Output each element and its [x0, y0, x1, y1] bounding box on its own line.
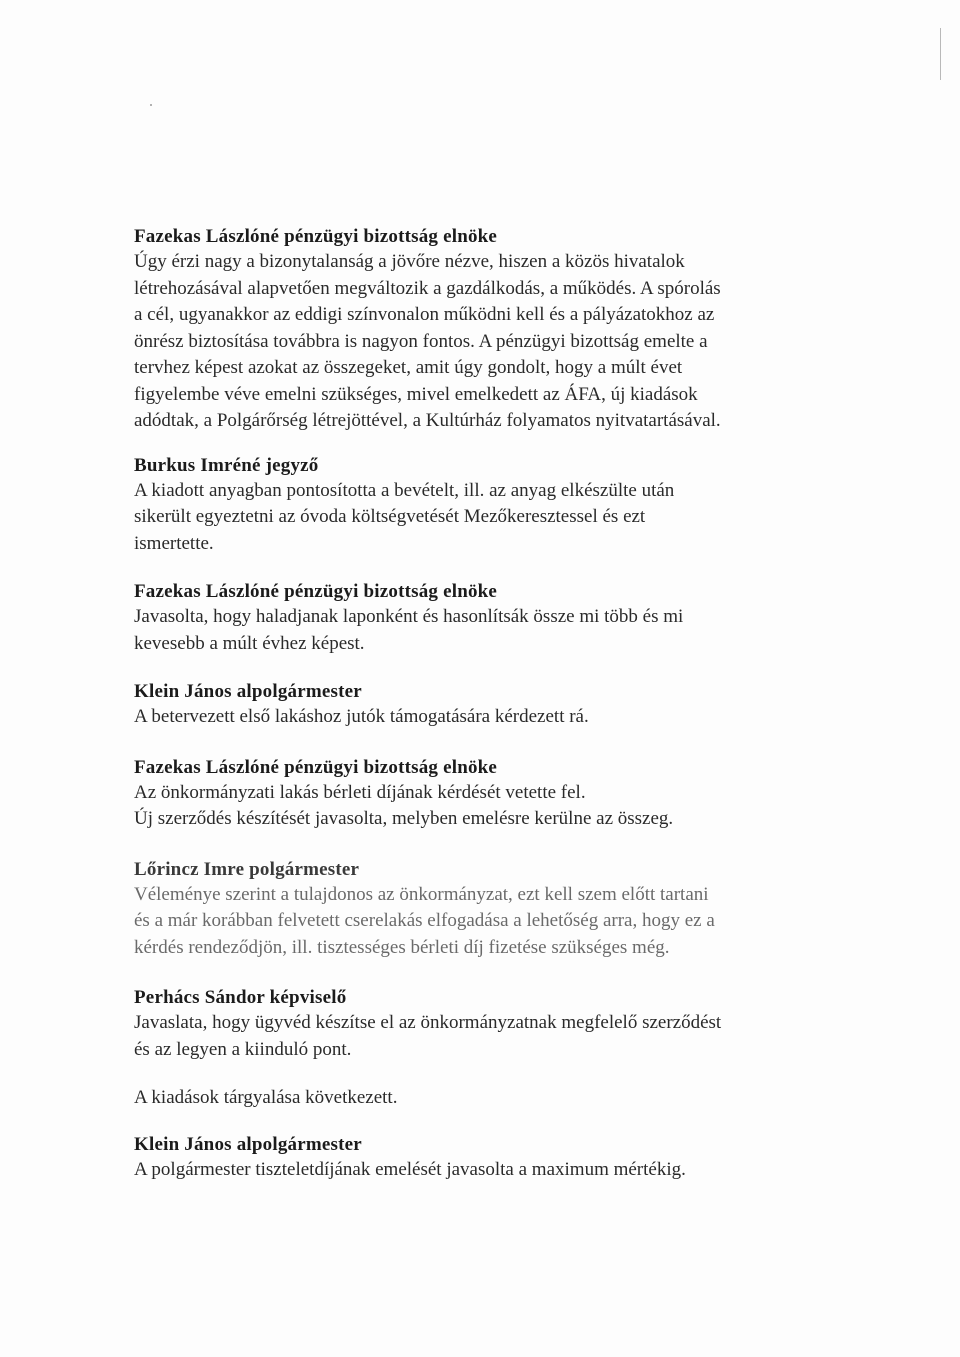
scan-margin-mark — [940, 28, 941, 80]
minutes-entry — [134, 224, 834, 435]
minutes-entry — [134, 857, 834, 962]
speech-text: Az önkormányzati lakás bérleti díjának kérdését vetette fel. Új szerződés készítését javasolta, melyben emelésre kerülne az összeg. — [134, 781, 674, 829]
minutes-entry — [134, 985, 834, 1063]
minutes-entry — [134, 579, 834, 657]
speaker-name: Perhács Sándor képviselő — [134, 987, 347, 1008]
speech-text: Véleménye szerint a tulajdonos az önkormányzat, ezt kell szem előtt tartani és a már korábban felvetett cserelakás elfogadása a lehetőség arra, hogy ez a kérdés rendeződjön, ill. tisztességes bérleti díj fizetése szükséges még. — [134, 883, 715, 958]
speaker-name: Klein János alpolgármester — [134, 1133, 362, 1155]
speaker-name: Fazekas Lászlóné pénzügyi bizottság elnöke — [134, 756, 498, 778]
minutes-entry — [134, 679, 834, 731]
speaker-name: Klein János alpolgármester — [134, 681, 362, 702]
speaker-name: Fazekas Lászlóné pénzügyi bizottság elnöke — [134, 581, 498, 602]
speech-text: A polgármester tiszteletdíjának emelését javasolta a maximum mértékig. — [134, 1158, 686, 1180]
speech-text: A kiadott anyagban pontosította a bevételt, ill. az anyag elkészülte után sikerült egyeztetni az óvoda költségvetését Mezőkeresztessel és ezt ismertette. — [134, 479, 675, 554]
note-text: A kiadások tárgyalása következett. — [134, 1087, 398, 1108]
minutes-entry — [134, 755, 834, 833]
speech-text: Javaslata, hogy ügyvéd készítse el az önkormányzatnak megfelelő szerződést és az legyen a kiinduló pont. — [134, 1012, 722, 1060]
minutes-entry — [134, 453, 834, 558]
minutes-note — [134, 1085, 834, 1112]
speech-text: Javasolta, hogy haladjanak laponként és hasonlítsák össze mi több és mi kevesebb a múlt évhez képest. — [134, 606, 684, 654]
minutes-body — [134, 224, 834, 1183]
speaker-name: Fazekas Lászlóné pénzügyi bizottság elnöke — [134, 226, 498, 247]
minutes-entry — [134, 1132, 834, 1184]
speaker-name: Lőrincz Imre polgármester — [134, 858, 360, 880]
speech-text: A betervezett első lakáshoz jutók támogatására kérdezett rá. — [134, 706, 589, 727]
scan-speck — [150, 104, 152, 106]
speech-text: Úgy érzi nagy a bizonytalanság a jövőre nézve, hiszen a közös hivatalok létrehozásával alapvetően megváltozik a gazdálkodás, a működés. A spórolás a cél, ugyanakkor az eddigi színvonalon működni kell és a pályázatokhoz az önrész biztosítása továbbra is nagyon fontos. A pénzügyi bizottság emelte a tervhez képest azokat az összegeket, amit úgy gondolt, hogy a múlt évet figyelembe véve emelni szükséges, mivel emelkedett az ÁFA, új kiadások adódtak, a Polgárőrség létrejöttével, a Kultúrház folyamatos nyitvatartásával. — [134, 251, 721, 431]
speaker-name: Burkus Imréné jegyző — [134, 454, 319, 476]
